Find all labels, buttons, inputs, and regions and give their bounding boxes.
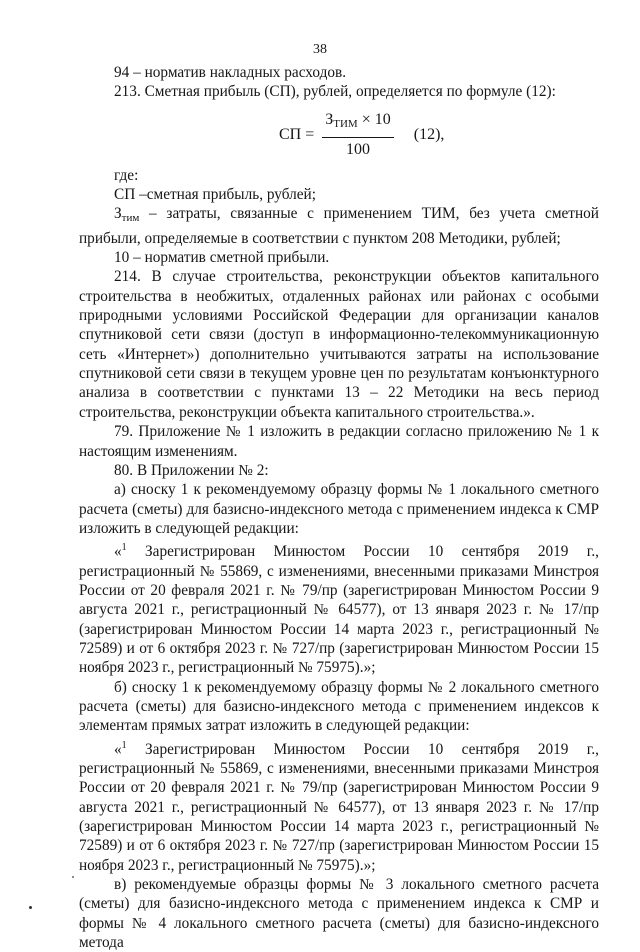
footnote-quote-a (79, 538, 599, 677)
where-label: где: (114, 166, 139, 184)
scan-speck (29, 906, 32, 909)
footnote-marker-a: 1 (121, 542, 127, 554)
formula-12 (79, 102, 599, 166)
definition-z (79, 204, 599, 248)
scan-speck (72, 876, 74, 878)
formula-num-symbol: З (325, 111, 334, 129)
paragraph-94: 94 – норматив накладных расходов. (114, 64, 347, 81)
formula-num-tail: × 10 (357, 111, 391, 129)
formula-numerator (322, 110, 394, 137)
formula-lhs: СП = (279, 126, 315, 144)
definition-sp: СП –сметная прибыль, рублей; (114, 186, 316, 204)
paragraph-213: 213. Сметная прибыль (СП), рублей, определяется по формуле (12): (114, 83, 556, 101)
paragraph-b: б) сноску 1 к рекомендуемому образцу формы № 2 локального сметного расчета (сметы) для базисно-индексного метода с применением индексов к элементам прямых затрат изложить в следующей редакции: (79, 678, 599, 735)
page-number: 38 (313, 42, 327, 57)
quote-open-a: « (114, 543, 122, 561)
z-subscript: тим (121, 212, 140, 225)
footnote-text-a: Зарегистрирован Минюстом России 10 сентября 2019 г., регистрационный № 55869, с изменениями, внесенными приказами Минстроя России от 20 февраля 2021 г. № 79/пр (зарегистрирован Минюстом России 9 августа 2021 г., регистрационный № 64577), от 13 января 2023 г. № 17/пр (зарегистрирован Минюстом России 14 марта 2023 г., регистрационный № 72589) и от 6 октября 2023 г. № 727/пр (зарегистрирован Минюстом России 15 ноября 2023 г., регистрационный № 75975).»; (79, 543, 599, 677)
definition-10: 10 – норматив сметной прибыли. (114, 249, 330, 267)
z-definition: – затраты, связанные с применением ТИМ, без учета сметной прибыли, определяемые в соответствии с пунктом 208 Методики, рублей; (79, 205, 599, 247)
formula-num-subscript: ТИМ (333, 118, 358, 131)
quote-open-b: « (114, 740, 122, 758)
document-body (79, 63, 599, 952)
footnote-marker-b: 1 (121, 739, 127, 751)
formula-fraction (322, 110, 394, 159)
paragraph-80: 80. В Приложении № 2: (114, 461, 269, 479)
z-symbol: З (114, 205, 122, 223)
footnote-quote-b (79, 736, 599, 875)
paragraph-79: 79. Приложение № 1 изложить в редакции согласно приложению № 1 к настоящим изменениям. (79, 423, 599, 460)
paragraph-214: 214. В случае строительства, реконструкции объектов капитального строительства в необжитых, отдаленных районах или районах с особыми природными условиями Российской Федерации для организации каналов спутниковой сети связи (доступ в информационно-телекоммуникационную сеть «Интернет») дополнительно учитываются затраты на использование спутниковой сети связи в текущем уровне цен по результатам конъюнктурного анализа в соответствии с пунктами 13 – 22 Методики на весь период строительства, реконструкции объекта капитального строительства.». (79, 268, 599, 421)
footnote-text-b: Зарегистрирован Минюстом России 10 сентября 2019 г., регистрационный № 55869, с изменениями, внесенными приказами Минстроя России от 20 февраля 2021 г. № 79/пр (зарегистрирован Минюстом России 9 августа 2021 г., регистрационный № 64577), от 13 января 2023 г. № 17/пр (зарегистрирован Минюстом России 14 марта 2023 г., регистрационный № 72589) и от 6 октября 2023 г. № 727/пр (зарегистрирован Минюстом России 15 ноября 2023 г., регистрационный № 75975).»; (79, 740, 599, 874)
formula-denominator: 100 (346, 140, 370, 158)
paragraph-v: в) рекомендуемые образцы формы № 3 локального сметного расчета (сметы) для базисно-индексного метода с применением индекса к СМР и формы № 4 локального сметного расчета (сметы) для базисно-индексного метода (79, 876, 599, 952)
paragraph-a: а) сноску 1 к рекомендуемому образцу формы № 1 локального сметного расчета (сметы) для базисно-индексного метода с применением индекса к СМР изложить в следующей редакции: (79, 481, 599, 537)
formula-number: (12), (413, 126, 445, 144)
